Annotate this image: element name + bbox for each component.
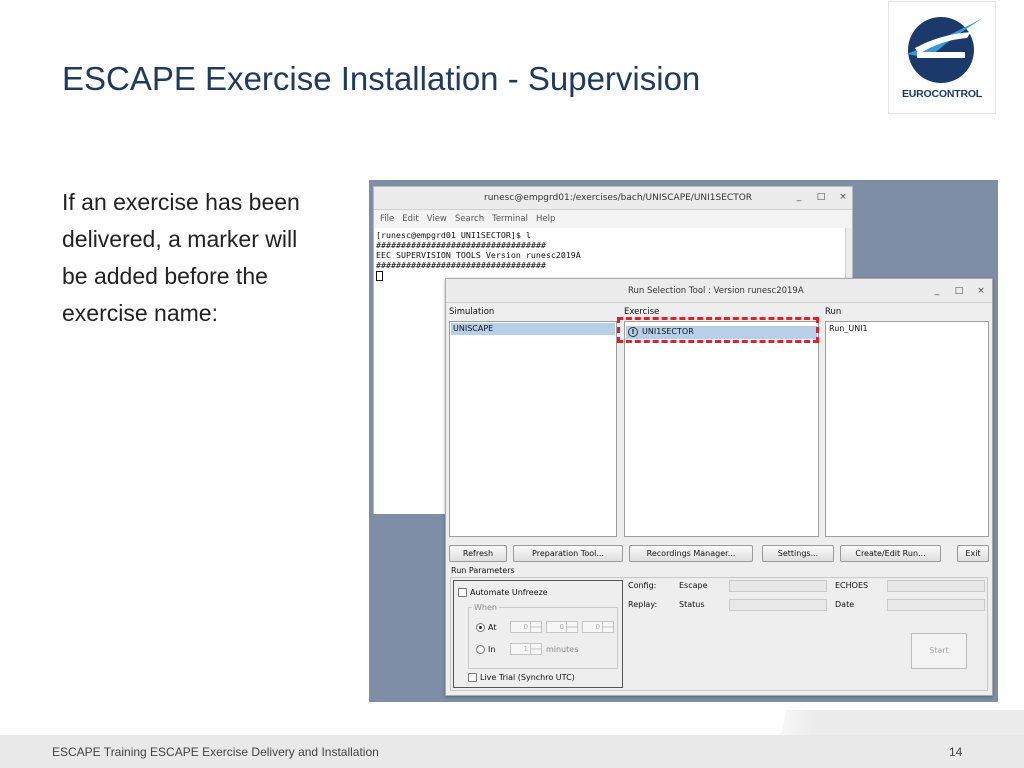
desktop-screenshot [369,180,998,702]
exercise-item-label: UNI1SECTOR [642,327,694,336]
preparation-tool-button[interactable]: Preparation Tool... [513,545,623,562]
run-tool-titlebar [446,279,992,303]
unfreeze-panel [453,580,623,688]
menu-edit[interactable]: Edit [402,214,419,224]
simulation-item[interactable]: UNISCAPE [451,323,615,335]
at-radio[interactable] [476,623,485,632]
config-echoes-label: ECHOES [835,581,869,590]
terminal-titlebar [374,187,852,210]
page-number: 14 [949,745,963,759]
terminal-line: [runesc@empgrd01 UNI1SECTOR]$ l [376,230,531,240]
create-edit-run-button[interactable]: Create/Edit Run... [840,545,941,562]
slide-body [62,184,352,332]
run-selection-tool-window [445,278,993,696]
in-label: In [488,645,496,654]
run-parameters-label: Run Parameters [451,566,515,575]
minimize-button[interactable]: _ [796,192,802,202]
at-label: At [488,623,497,632]
body-line: delivered, a marker will [62,226,298,252]
footer-decoration [760,710,1024,736]
run-tool-title: Run Selection Tool : Version runesc2019A [628,286,804,296]
run-header: Run [825,307,842,317]
run-list[interactable] [825,321,989,537]
live-trial-checkbox[interactable] [468,673,477,682]
settings-button[interactable]: Settings... [762,545,834,562]
date-field [887,599,985,611]
config-value: Escape [679,581,708,590]
eurocontrol-logo [888,1,996,114]
menu-view[interactable]: View [426,214,447,224]
terminal-line: ################################## [376,260,546,270]
exercise-header: Exercise [624,307,660,317]
menu-terminal[interactable]: Terminal [492,214,528,224]
terminal-cursor [376,271,383,281]
start-button[interactable]: Start [911,633,967,669]
close-button[interactable]: × [977,286,985,296]
body-line: If an exercise has been [62,189,300,215]
in-radio[interactable] [476,645,485,654]
replay-date-label: Date [835,600,855,609]
refresh-button[interactable]: Refresh [449,545,507,562]
echoes-field [887,580,985,592]
terminal-menubar [374,210,852,228]
logo-wordmark: EUROCONTROL [901,88,983,100]
at-seconds-stepper[interactable]: 0 [582,621,614,633]
minutes-label: minutes [546,645,579,654]
in-minutes-stepper[interactable]: 1 [510,643,542,655]
minimize-button[interactable]: _ [934,286,940,296]
recordings-manager-button[interactable]: Recordings Manager... [629,545,753,562]
exit-button[interactable]: Exit [957,545,989,562]
maximize-button[interactable]: □ [816,192,826,202]
slide-title: ESCAPE Exercise Installation - Supervision [62,60,701,97]
run-parameters-panel [450,577,988,691]
maximize-button[interactable]: □ [954,286,964,296]
when-label: When [474,603,497,612]
delivered-marker-icon: ! [628,327,638,337]
config-label: Config: [628,581,657,590]
live-trial-label: Live Trial (Synchro UTC) [480,673,575,682]
at-hours-stepper[interactable]: 0 [510,621,542,633]
simulation-list[interactable] [449,321,617,537]
eurocontrol-emblem-icon [901,10,985,86]
menu-file[interactable]: File [380,214,395,224]
automate-unfreeze-checkbox[interactable] [458,588,467,597]
status-field [729,599,827,611]
simulation-header: Simulation [449,307,495,317]
delivered-marker-highlight [617,317,819,343]
replay-label: Replay: [628,600,658,609]
terminal-line: EEC SUPERVISION TOOLS Version runesc2019A [376,250,581,260]
at-minutes-stepper[interactable]: 0 [546,621,578,633]
menu-search[interactable]: Search [454,214,485,224]
terminal-title: runesc@empgrd01:/exercises/bach/UNISCAPE/UNI1SECTOR [484,193,753,203]
body-line: be added before the [62,263,268,289]
menu-help[interactable]: Help [536,214,556,224]
footer-text: ESCAPE Training ESCAPE Exercise Delivery and Installation [52,745,379,759]
terminal-line: ################################## [376,240,546,250]
replay-status-label: Status [679,600,705,609]
close-button[interactable]: × [839,192,847,202]
run-item[interactable]: Run_UNI1 [829,324,868,333]
body-line: exercise name: [62,300,218,326]
exercise-list[interactable] [624,321,819,537]
when-group [468,607,618,669]
config-field [729,580,827,592]
automate-unfreeze-label: Automate Unfreeze [470,588,548,597]
